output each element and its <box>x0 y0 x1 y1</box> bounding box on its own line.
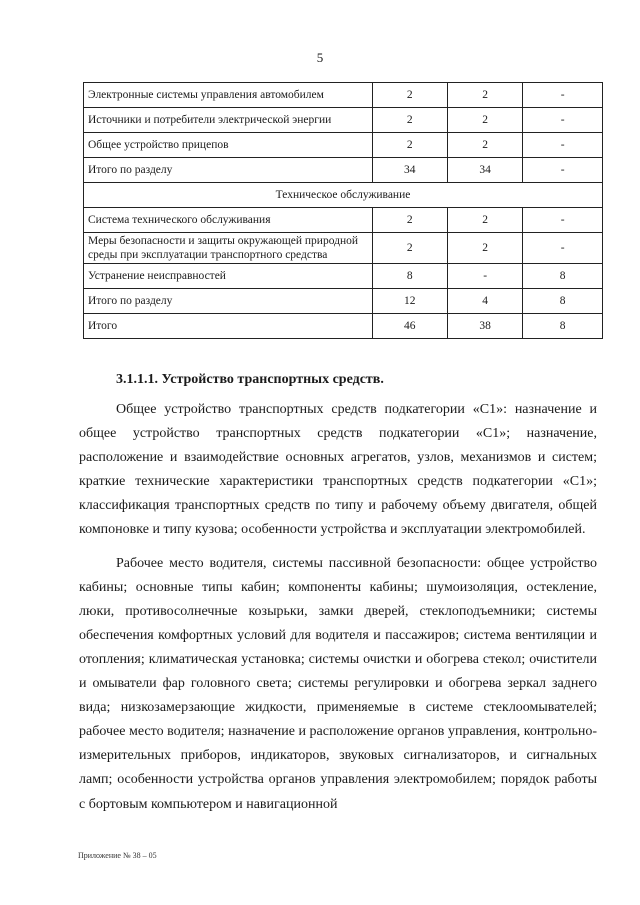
practice-hours-cell: 8 <box>523 264 603 289</box>
page-number: 5 <box>316 50 324 65</box>
table-row <box>84 133 603 158</box>
practice-hours-cell: - <box>523 158 603 183</box>
paragraph-vehicle-structure: Общее устройство транспортных средств подкатегории «С1»: назначение и общее устройство транспортных средств подкатегории «С1»; назначение, расположение и взаимодействие основных агрегатов, узлов, механизмов и систем; краткие технические характеристики транспортных средств подкатегории «С1»; классификация транспортных средств по типу и рабочему объему двигателя, общей компоновке и типу кузова; особенности устройства и эксплуатации электромобилей. <box>79 402 597 538</box>
table-row <box>84 108 603 133</box>
section-title-cell: Техническое обслуживание <box>84 183 603 208</box>
theory-hours-cell: 2 <box>447 233 522 264</box>
total-hours-cell: 46 <box>372 314 447 339</box>
practice-hours-cell: - <box>523 233 603 264</box>
table-row <box>84 264 603 289</box>
table-body <box>84 83 603 339</box>
theory-hours-cell: 2 <box>447 83 522 108</box>
total-hours-cell: 34 <box>372 158 447 183</box>
hours-table <box>83 82 603 339</box>
topic-cell: Система технического обслуживания <box>84 208 373 233</box>
topic-cell: Устранение неисправностей <box>84 264 373 289</box>
table-row <box>84 158 603 183</box>
table-row <box>84 314 603 339</box>
theory-hours-cell: 2 <box>447 133 522 158</box>
topic-cell: Электронные системы управления автомобилем <box>84 83 373 108</box>
total-hours-cell: 8 <box>372 264 447 289</box>
theory-hours-cell: - <box>447 264 522 289</box>
theory-hours-cell: 2 <box>447 108 522 133</box>
total-hours-cell: 2 <box>372 133 447 158</box>
section-heading: 3.1.1.1. Устройство транспортных средств. <box>116 372 384 387</box>
section-row <box>84 183 603 208</box>
total-hours-cell: 2 <box>372 83 447 108</box>
total-hours-cell: 2 <box>372 208 447 233</box>
topic-cell: Меры безопасности и защиты окружающей природной среды при эксплуатации транспортного средства <box>84 233 373 264</box>
topic-cell: Источники и потребители электрической энергии <box>84 108 373 133</box>
practice-hours-cell: - <box>523 83 603 108</box>
body-text <box>79 398 597 817</box>
total-hours-cell: 12 <box>372 289 447 314</box>
page-footer: Приложение № 38 – 05 <box>78 851 157 860</box>
practice-hours-cell: - <box>523 108 603 133</box>
table-row <box>84 233 603 264</box>
total-hours-cell: 2 <box>372 233 447 264</box>
topic-cell: Итого по разделу <box>84 289 373 314</box>
theory-hours-cell: 2 <box>447 208 522 233</box>
theory-hours-cell: 34 <box>447 158 522 183</box>
practice-hours-cell: - <box>523 133 603 158</box>
table-row <box>84 83 603 108</box>
topic-cell: Общее устройство прицепов <box>84 133 373 158</box>
practice-hours-cell: 8 <box>523 314 603 339</box>
table-row <box>84 289 603 314</box>
topic-cell: Итого по разделу <box>84 158 373 183</box>
theory-hours-cell: 38 <box>447 314 522 339</box>
practice-hours-cell: 8 <box>523 289 603 314</box>
total-hours-cell: 2 <box>372 108 447 133</box>
table-row <box>84 208 603 233</box>
practice-hours-cell: - <box>523 208 603 233</box>
theory-hours-cell: 4 <box>447 289 522 314</box>
topic-cell: Итого <box>84 314 373 339</box>
paragraph-driver-workplace: Рабочее место водителя, системы пассивной безопасности: общее устройство кабины; основные типы кабин; компоненты кабины; шумоизоляция, остекление, люки, противосолнечные козырьки, замки дверей, стеклоподъемники; системы обеспечения комфортных условий для водителя и пассажиров; система вентиляции и отопления; климатическая установка; системы очистки и обогрева стекол; очистители и омыватели фар головного света; системы регулировки и обогрева зеркал заднего вида; низкозамерзающие жидкости, применяемые в системе стеклоомывателей; рабочее место водителя; назначение и расположение органов управления, контрольно-измерительных приборов, индикаторов, звуковых сигнализаторов, и сигнальных ламп; особенности устройства органов управления электромобилем; порядок работы с бортовым компьютером и навигационной <box>79 555 597 812</box>
